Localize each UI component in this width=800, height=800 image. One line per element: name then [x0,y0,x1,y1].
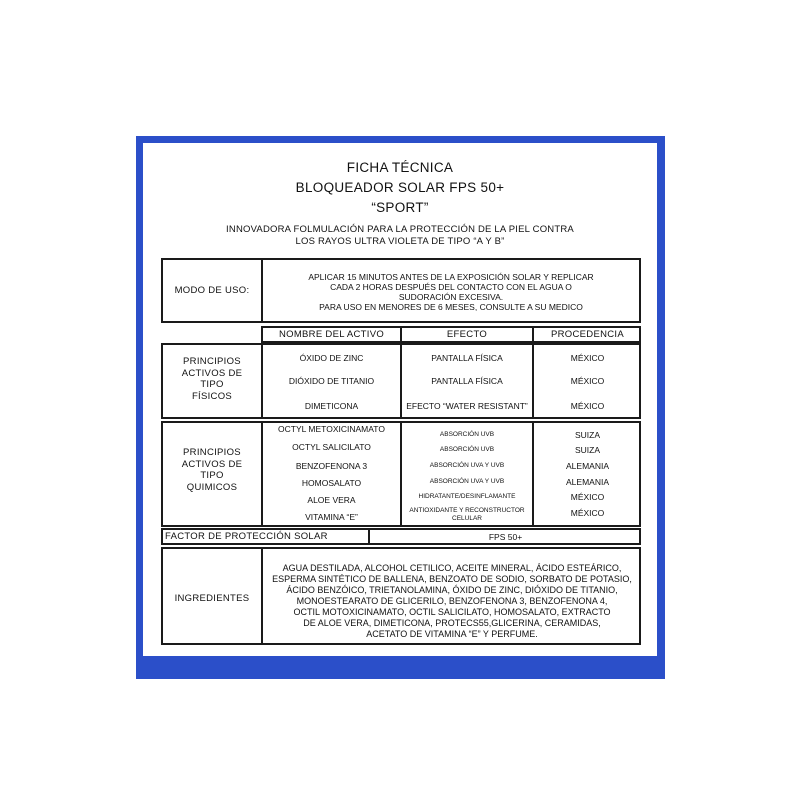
table-row-procedencia: MÉXICO [570,492,605,502]
intro-text: INNOVADORA FOLMULACIÓN PARA LA PROTECCIÓN DE LA PIEL CONTRA LOS RAYOS ULTRA VIOLETA DE TIPO “A Y B” [226,224,574,247]
table-row-efecto: ABSORCIÓN UVA Y UVB [429,478,505,485]
table-row-efecto: EFECTO “WATER RESISTANT” [406,401,528,411]
table-row-efecto: HIDRATANTE/DESINFLAMANTE [418,493,516,500]
fisicos-label: PRINCIPIOS ACTIVOS DE TIPO FÍSICOS [181,356,243,402]
table-row-nombre: DIÓXIDO DE TITANIO [288,376,375,386]
table-row-nombre: ÓXIDO DE ZINC [299,353,364,363]
table-row-procedencia: MÉXICO [570,508,605,518]
table-row-efecto: ABSORCIÓN UVB [439,431,495,438]
ingredientes-text: AGUA DESTILADA, ALCOHOL CETILICO, ACEITE MINERAL, ÁCIDO ESTEÁRICO, ESPERMA SINTÉTICO DE BALLENA, BENZOATO DE SODIO, SORBATO DE POTASIO, ÁCIDO BENZÓICO, TRIETANOLAMINA, ÓXIDO DE ZINC, DIÓXIDO DE TITANIO, MONOESTEARATO DE GLICERILO, BENZOFENONA 3, BENZOFENONA 4, OCTIL MOTOXICINAMATO, OCTIL SALICILATO, HOMOSALATO, EXTRACTO DE ALOE VERA, DIMETICONA, PROTECS55,GLICERINA, CERAMIDAS, ACETATO DE VITAMINA “E” Y PERFUME. [272,563,632,639]
table-row-nombre: OCTYL SALICILATO [292,442,371,452]
title-ficha-tecnica: FICHA TÉCNICA [346,160,454,175]
table-row-nombre: HOMOSALATO [301,478,362,488]
modo-uso-label: MODO DE USO: [174,285,250,296]
factor-label: FACTOR DE PROTECCIÓN SOLAR [165,531,328,542]
col-nombre-activo: NOMBRE DEL ACTIVO [278,329,385,340]
col-procedencia: PROCEDENCIA [551,329,624,340]
table-row-procedencia: MÉXICO [570,353,605,363]
table-row-efecto: PANTALLA FÍSICA [431,376,503,386]
table-row-efecto: PANTALLA FÍSICA [431,353,503,363]
table-row-nombre: OCTYL METOXICINAMATO [278,424,385,434]
title-product: BLOQUEADOR SOLAR FPS 50+ [295,180,505,195]
table-row-procedencia: ALEMANIA [566,477,609,487]
table-row-procedencia: MÉXICO [570,401,605,411]
title-sport: “SPORT” [371,200,429,215]
table-row-nombre: BENZOFENONA 3 [295,461,368,471]
table-row-nombre: ALOE VERA [307,495,356,505]
table-row-nombre: DIMETICONA [304,401,359,411]
quimicos-label: PRINCIPIOS ACTIVOS DE TIPO QUIMICOS [181,447,243,493]
ingredientes-label: INGREDIENTES [174,593,250,604]
table-row-efecto: ABSORCIÓN UVB [439,446,495,453]
col-efecto: EFECTO [446,329,488,340]
table-row-procedencia: ALEMANIA [566,461,609,471]
table-row-nombre: VITAMINA “E” [305,512,358,522]
factor-value: FPS 50+ [488,532,523,542]
table-row-efecto: ANTIOXIDANTE Y RECONSTRUCTOR CELULAR [409,507,525,522]
table-row-procedencia: SUIZA [574,445,601,455]
table-row-procedencia: MÉXICO [570,376,605,386]
table-row-efecto: ABSORCIÓN UVA Y UVB [429,462,505,469]
table-row-procedencia: SUIZA [574,430,601,440]
modo-uso-text: APLICAR 15 MINUTOS ANTES DE LA EXPOSICIÓN SOLAR Y REPLICAR CADA 2 HORAS DESPUÉS DEL CONTACTO CON EL AGUA O SUDORACIÓN EXCESIVA. PARA USO EN MENORES DE 6 MESES, CONSULTE A SU MEDICO [308,272,594,312]
